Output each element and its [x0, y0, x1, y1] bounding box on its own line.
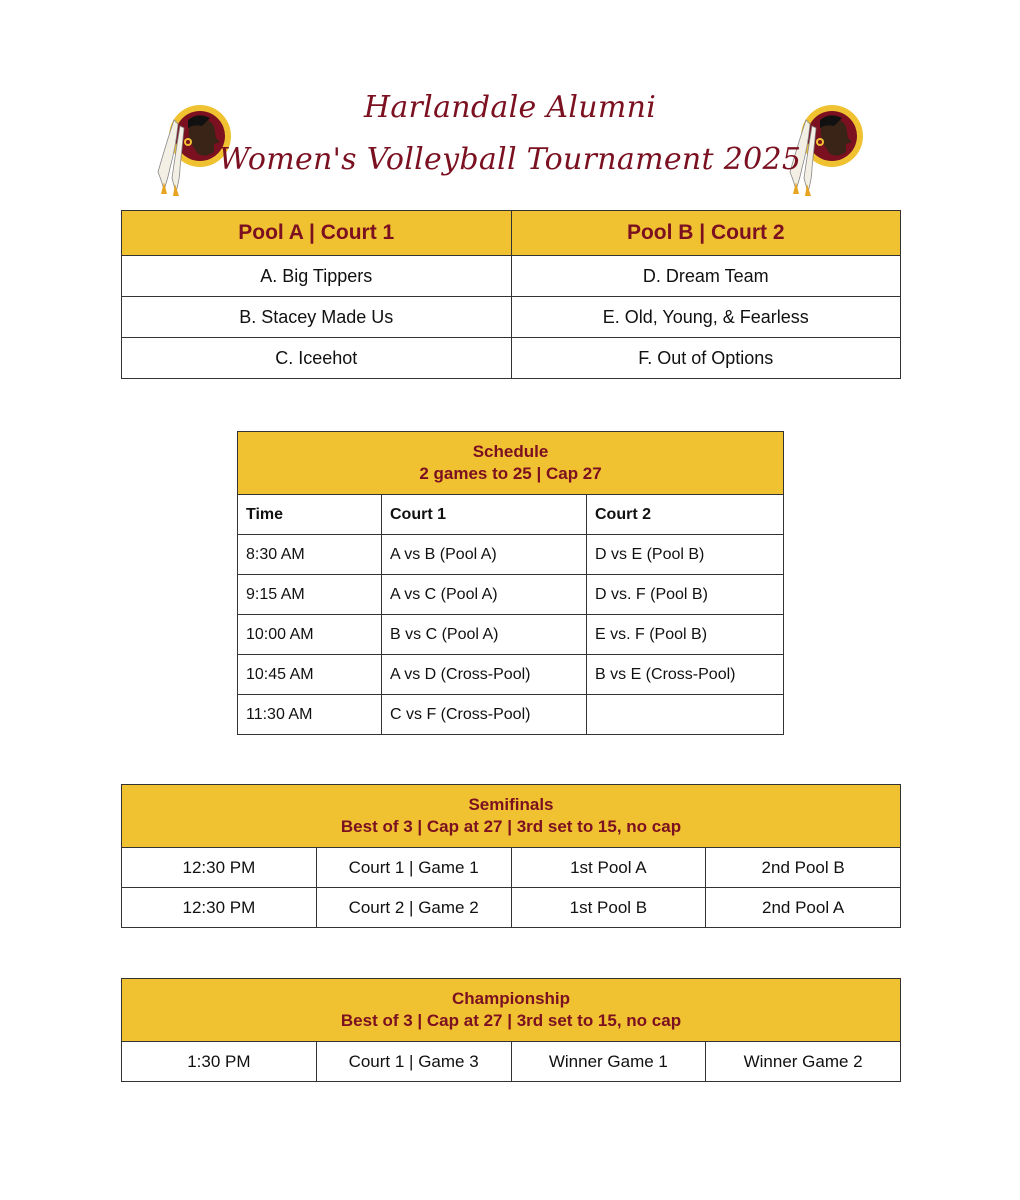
court-1-cell: B vs C (Pool A) [382, 615, 587, 655]
table-row [238, 535, 784, 575]
time-cell: 10:00 AM [238, 615, 382, 655]
table-row [238, 575, 784, 615]
time-cell: 8:30 AM [238, 535, 382, 575]
pool-b-team: D. Dream Team [511, 256, 901, 297]
time-cell: 10:45 AM [238, 655, 382, 695]
court-2-cell: D vs. F (Pool B) [587, 575, 784, 615]
semifinals-subtitle: Best of 3 | Cap at 27 | 3rd set to 15, no cap [340, 817, 682, 836]
court-game-cell: Court 1 | Game 3 [316, 1042, 511, 1082]
court-1-cell: A vs B (Pool A) [382, 535, 587, 575]
pool-b-team: F. Out of Options [511, 338, 901, 379]
time-cell: 12:30 PM [122, 888, 317, 928]
pool-a-team: C. Iceehot [122, 338, 512, 379]
championship-title: Championship [451, 989, 571, 1008]
column-header-time: Time [238, 495, 382, 535]
championship-subtitle: Best of 3 | Cap at 27 | 3rd set to 15, no cap [340, 1011, 682, 1030]
schedule-header [238, 432, 784, 495]
team-cell: Winner Game 1 [511, 1042, 706, 1082]
championship-table [121, 978, 901, 1082]
court-2-cell: E vs. F (Pool B) [587, 615, 784, 655]
table-row [122, 338, 901, 379]
semifinals-table [121, 784, 901, 928]
page-title: Harlandale Alumni [363, 90, 657, 125]
team-cell: 2nd Pool A [706, 888, 901, 928]
championship-header [122, 979, 901, 1042]
column-header-court-1: Court 1 [382, 495, 587, 535]
team-cell: 2nd Pool B [706, 848, 901, 888]
pool-b-team: E. Old, Young, & Fearless [511, 297, 901, 338]
court-game-cell: Court 2 | Game 2 [316, 888, 511, 928]
column-header-court-2: Court 2 [587, 495, 784, 535]
court-2-cell [587, 695, 784, 735]
court-2-cell: B vs E (Cross-Pool) [587, 655, 784, 695]
table-row [122, 848, 901, 888]
table-row [238, 615, 784, 655]
table-row [238, 655, 784, 695]
schedule-title: Schedule [472, 442, 549, 461]
time-cell: 11:30 AM [238, 695, 382, 735]
pools-table [121, 210, 901, 379]
team-cell: 1st Pool A [511, 848, 706, 888]
court-1-cell: C vs F (Cross-Pool) [382, 695, 587, 735]
court-2-cell: D vs E (Pool B) [587, 535, 784, 575]
table-row [238, 695, 784, 735]
semifinals-title: Semifinals [468, 795, 554, 814]
pool-b-header: Pool B | Court 2 [511, 211, 901, 256]
team-cell: Winner Game 2 [706, 1042, 901, 1082]
pool-a-team: A. Big Tippers [122, 256, 512, 297]
pool-a-team: B. Stacey Made Us [122, 297, 512, 338]
pool-a-header: Pool A | Court 1 [122, 211, 512, 256]
team-cell: 1st Pool B [511, 888, 706, 928]
time-cell: 9:15 AM [238, 575, 382, 615]
court-game-cell: Court 1 | Game 1 [316, 848, 511, 888]
table-row [122, 888, 901, 928]
court-1-cell: A vs D (Cross-Pool) [382, 655, 587, 695]
court-1-cell: A vs C (Pool A) [382, 575, 587, 615]
schedule-table [237, 431, 784, 735]
time-cell: 12:30 PM [122, 848, 317, 888]
semifinals-header [122, 785, 901, 848]
table-row [122, 1042, 901, 1082]
time-cell: 1:30 PM [122, 1042, 317, 1082]
schedule-column-headers [238, 495, 784, 535]
table-row [122, 256, 901, 297]
table-row [122, 297, 901, 338]
page-subtitle: Women's Volleyball Tournament 2025 [218, 142, 802, 177]
schedule-subtitle: 2 games to 25 | Cap 27 [419, 464, 602, 483]
